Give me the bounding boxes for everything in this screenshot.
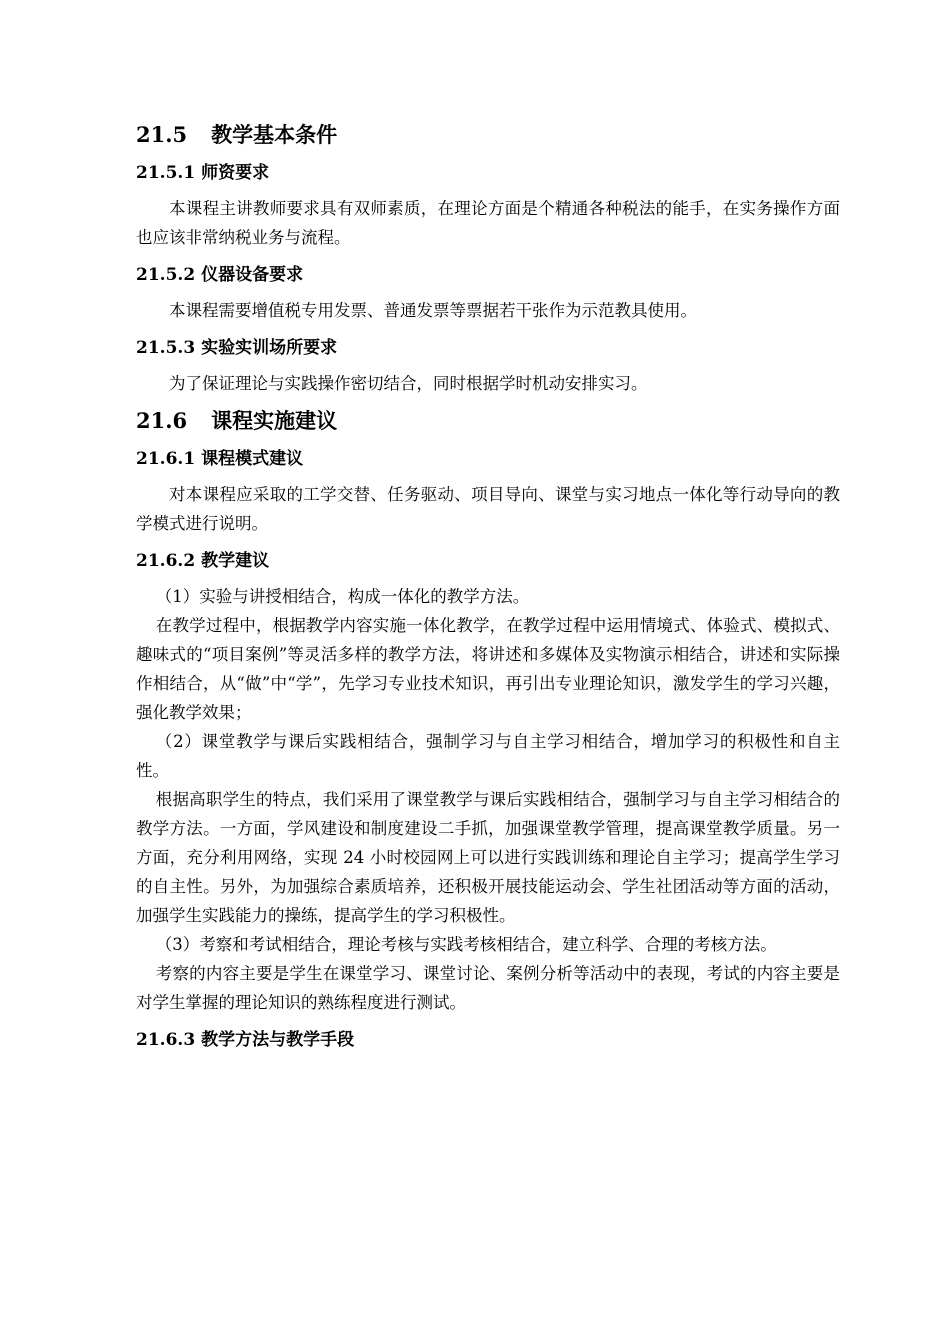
paragraph-training-site-requirements: 为了保证理论与实践操作密切结合，同时根据学时机动安排实习。 (169, 374, 648, 393)
subsection-heading-21-6-1: 21.6.1 课程模式建议 (136, 449, 304, 469)
section-heading-21-5 (136, 120, 840, 150)
subsection-heading-21-6-2: 21.6.2 教学建议 (136, 551, 270, 571)
paragraph-teaching-point-2: （2）课堂教学与课后实践相结合，强制学习与自主学习相结合，增加学习的积极性和自主性。 (136, 732, 840, 780)
section-number: 21.6 (136, 408, 188, 433)
paragraph-equipment-requirements: 本课程需要增值税专用发票、普通发票等票据若干张作为示范教具使用。 (169, 301, 697, 320)
section-title: 课程实施建议 (211, 408, 338, 433)
subsection-heading-21-6-3: 21.6.3 教学方法与教学手段 (136, 1030, 355, 1050)
paragraph-course-mode: 对本课程应采取的工学交替、任务驱动、项目导向、课堂与实习地点一体化等行动导向的教学模式进行说明。 (136, 485, 840, 533)
subsection-heading-21-5-1: 21.5.1 师资要求 (136, 163, 270, 183)
section-heading-21-6 (136, 406, 840, 436)
subsection-heading-21-5-2: 21.5.2 仪器设备要求 (136, 265, 304, 285)
subsection-heading-21-5-3: 21.5.3 实验实训场所要求 (136, 338, 338, 358)
paragraph-teaching-point-1: （1）实验与讲授相结合，构成一体化的教学方法。 (155, 587, 530, 606)
document-page (136, 112, 840, 1061)
paragraph-teacher-requirements: 本课程主讲教师要求具有双师素质，在理论方面是个精通各种税法的能手，在实务操作方面也应该非常纳税业务与流程。 (136, 199, 840, 247)
paragraph-teaching-point-3: （3）考察和考试相结合，理论考核与实践考核相结合，建立科学、合理的考核方法。 (155, 935, 777, 954)
paragraph-teaching-detail-1: 在教学过程中，根据教学内容实施一体化教学，在教学过程中运用情境式、体验式、模拟式、趣味式的“项目案例”等灵活多样的教学方法，将讲述和多媒体及实物演示相结合，讲述和实际操作相结合，从“做”中“学”，先学习专业技术知识，再引出专业理论知识，激发学生的学习兴趣，强化教学效果； (136, 616, 840, 722)
section-title: 教学基本条件 (211, 122, 338, 147)
paragraph-teaching-detail-3: 考察的内容主要是学生在课堂学习、课堂讨论、案例分析等活动中的表现，考试的内容主要是对学生掌握的理论知识的熟练程度进行测试。 (136, 964, 840, 1012)
section-number: 21.5 (136, 122, 188, 147)
paragraph-teaching-detail-2: 根据高职学生的特点，我们采用了课堂教学与课后实践相结合，强制学习与自主学习相结合的教学方法。一方面，学风建设和制度建设二手抓，加强课堂教学管理，提高课堂教学质量。另一方面，充分利用网络，实现 24 小时校园网上可以进行实践训练和理论自主学习；提高学生学习的自主性。另外，为加强综合素质培养，还积极开展技能运动会、学生社团活动等方面的活动，加强学生实践能力的操练，提高学生的学习积极性。 (136, 790, 840, 925)
